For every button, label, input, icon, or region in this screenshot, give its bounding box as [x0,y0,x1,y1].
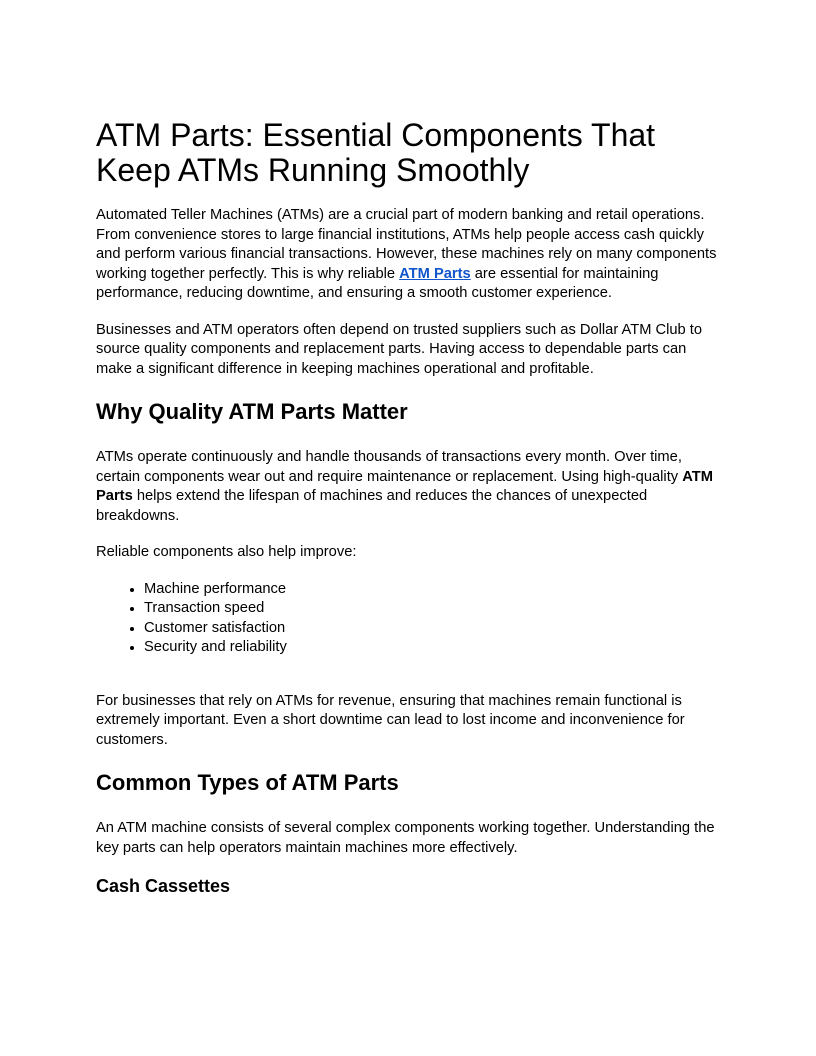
reliable-components-paragraph: Reliable components also help improve: [96,544,357,560]
machine-components-paragraph: An ATM machine consists of several complex components working together. Understanding the key parts can help operators maintain machines more effectively. [96,820,715,856]
atm-parts-bold-text: ATM Parts [96,468,713,504]
document-title: ATM Parts: Essential Components That Keep ATMs Running Smoothly [96,117,656,188]
heading-cash-cassettes: Cash Cassettes [96,876,231,896]
intro-text-post: are essential for maintaining performance, reducing downtime, and ensuring a smooth customer experience. [96,265,659,301]
atm-parts-link[interactable]: ATM Parts [399,265,471,282]
list-item-transaction-speed: • Transaction speed [144,599,720,619]
list-item-security-reliability: • Security and reliability [144,638,720,658]
intro-paragraph [96,206,720,304]
intro-text-pre: Automated Teller Machines (ATMs) are a crucial part of modern banking and retail operations. From convenience stores to large financial institutions, ATMs help people access cash quickly and perform various financial transactions. However, these machines rely on many components working together perfectly. This is why reliable [96,207,717,282]
suppliers-paragraph: Businesses and ATM operators often depend on trusted suppliers such as Dollar ATM Club to source quality components and replacement parts. Having access to dependable parts can make a significant difference in keeping machines operational and profitable. [96,321,703,377]
operate-text-pre: ATMs operate continuously and handle thousands of transactions every month. Over time, certain components wear out and require maintenance or replacement. Using high-quality [96,449,683,485]
heading-common-types-of-atm-parts: Common Types of ATM Parts [96,770,399,795]
benefits-list [96,580,720,658]
business-downtime-paragraph: For businesses that rely on ATMs for revenue, ensuring that machines remain functional is extremely important. Even a short downtime can lead to lost income and inconvenience for customers. [96,692,685,748]
operate-text-post: helps extend the lifespan of machines and reduces the chances of unexpected breakdowns. [96,488,648,524]
list-item-customer-satisfaction: • Customer satisfaction [144,619,720,639]
list-item-machine-performance: • Machine performance [144,580,720,600]
operate-paragraph [96,448,720,526]
heading-why-quality-atm-parts-matter: Why Quality ATM Parts Matter [96,399,408,424]
